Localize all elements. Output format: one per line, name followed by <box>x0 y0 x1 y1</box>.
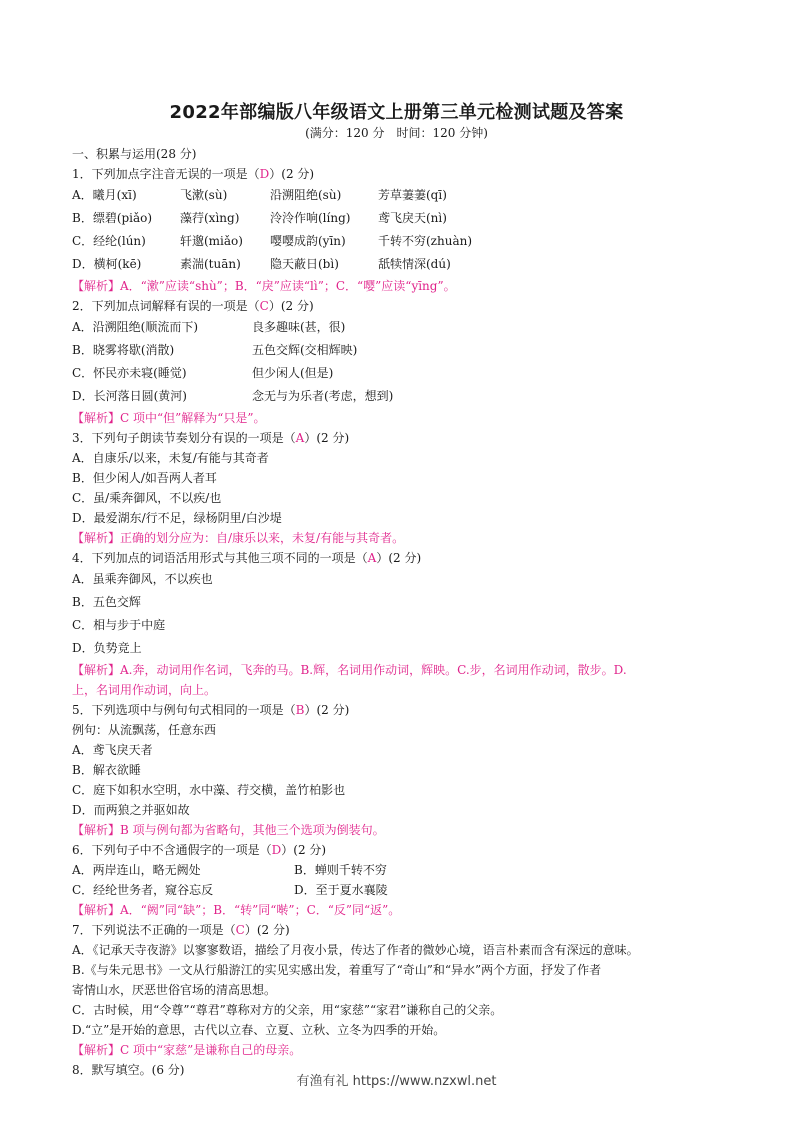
option-cell: D．长河落日圆(黄河) <box>72 389 187 403</box>
question-2-analysis: 【解析】C 项中“但”解释为“只是”。 <box>72 411 266 425</box>
question-5-stem <box>72 700 732 720</box>
question-3-option: C．虽/乘奔御风，不以疾/也 <box>72 491 222 505</box>
option-cell: B．晓雾将歇(消散) <box>72 343 175 357</box>
question-6-row <box>72 880 732 900</box>
question-1-stem <box>72 164 732 184</box>
stem-text: 1．下列加点字注音无误的一项是（ <box>72 167 260 181</box>
answer-letter: D <box>271 843 282 857</box>
stem-text: 7．下列说法不正确的一项是（ <box>72 923 236 937</box>
question-1-analysis: 【解析】A．“漱”应读“shù”；B．“戾”应读“lì”；C．“嘤”应读“yīng”。 <box>72 279 456 293</box>
option-cell: 轩邈(miǎo) <box>180 234 243 248</box>
option-cell: 五色交辉(交相辉映) <box>252 343 358 357</box>
points-text: ）(2 分) <box>244 923 290 937</box>
question-4-analysis: 【解析】A.奔，动词用作名词，飞奔的马。B.辉，名词用作动词，辉映。C.步，名词用作动词，散步。D. <box>72 663 627 677</box>
stem-text: 2．下列加点词解释有误的一项是（ <box>72 299 260 313</box>
option-cell: D．横柯(kē) <box>72 257 142 271</box>
option-cell: A．两岸连山，略无阙处 <box>72 863 201 877</box>
option-cell: 藻荇(xìng) <box>180 211 240 225</box>
answer-letter: A <box>367 551 377 565</box>
option-cell: 但少闲人(但是) <box>252 366 334 380</box>
option-cell: A．曦月(xī) <box>72 188 137 202</box>
question-7-stem <box>72 920 732 940</box>
stem-text: 5．下列选项中与例句句式相同的一项是（ <box>72 703 296 717</box>
footer-watermark: 有渔有礼 https://www.nzxwl.net <box>296 1074 497 1089</box>
points-text: ）(2 分) <box>304 703 350 717</box>
option-cell: 素湍(tuān) <box>180 257 241 271</box>
option-cell: 舐犊情深(dú) <box>378 257 451 271</box>
stem-text: 6．下列句子中不含通假字的一项是（ <box>72 843 272 857</box>
page-title: 2022年部编版八年级语文上册第三单元检测试题及答案 <box>169 102 624 123</box>
question-4-option: D．负势竞上 <box>72 641 142 655</box>
question-2-row <box>72 385 732 408</box>
points-text: ）(2 分) <box>376 551 422 565</box>
option-cell: 泠泠作响(líng) <box>270 211 351 225</box>
question-7-line: D.“立”是开始的意思，古代以立春、立夏、立秋、立冬为四季的开始。 <box>72 1023 446 1037</box>
option-cell: C．经纶世务者，窥谷忘反 <box>72 883 214 897</box>
question-6-analysis: 【解析】A．“阙”同“缺”；B．“转”同“啭”；C．“反”同“返”。 <box>72 903 401 917</box>
option-cell: A．沿溯阻绝(顺流而下) <box>72 320 199 334</box>
option-cell: 念无与为乐者(考虑，想到) <box>252 389 394 403</box>
question-5-option: A．鸢飞戾天者 <box>72 743 153 757</box>
option-cell: 隐天蔽日(bì) <box>270 257 339 271</box>
question-1-row <box>72 184 732 207</box>
option-cell: B．蝉则千转不穷 <box>294 863 387 877</box>
exam-content <box>72 144 732 1080</box>
question-7-line: 寄情山水，厌恶世俗官场的清高思想。 <box>72 983 277 997</box>
question-1-row <box>72 230 732 253</box>
answer-letter: D <box>259 167 270 181</box>
question-2-row <box>72 339 732 362</box>
question-8-stem: 8．默写填空。(6 分) <box>72 1063 185 1077</box>
question-2-stem <box>72 296 732 316</box>
option-cell: 嘤嘤成韵(yīn) <box>270 234 346 248</box>
option-cell: 千转不穷(zhuàn) <box>378 234 473 248</box>
question-5-example: 例句：从流飘荡，任意东西 <box>72 723 217 737</box>
points-text: ）(2 分) <box>281 843 327 857</box>
option-cell: 芳草萋萋(qī) <box>378 188 447 202</box>
question-4-option: C．相与步于中庭 <box>72 618 166 632</box>
question-4-option: A．虽乘奔御风，不以疾也 <box>72 572 213 586</box>
question-7-line: A．《记承天寺夜游》以寥寥数语，描绘了月夜小景，传达了作者的微妙心境，语言朴素而含有深远的意味。 <box>72 943 639 957</box>
question-2-row <box>72 316 732 339</box>
question-7-analysis: 【解析】C 项中“家慈”是谦称自己的母亲。 <box>72 1043 302 1057</box>
option-cell: C．怀民亦未寝(睡觉) <box>72 366 187 380</box>
answer-letter: C <box>235 923 245 937</box>
question-6-row <box>72 860 732 880</box>
question-4-analysis-cont: 上，名词用作动词，向上。 <box>72 683 217 697</box>
points-text: ）(2 分) <box>304 431 350 445</box>
question-3-option: D．最爱湖东/行不足，绿杨阴里/白沙堤 <box>72 511 282 525</box>
option-cell: D．至于夏水襄陵 <box>294 883 388 897</box>
stem-text: 3．下列句子朗读节奏划分有误的一项是（ <box>72 431 296 445</box>
points-text: ）(2 分) <box>268 299 314 313</box>
question-5-option: B．解衣欲睡 <box>72 763 141 777</box>
question-5-option: D．而两狼之并驱如故 <box>72 803 190 817</box>
option-cell: 良多趣味(甚，很) <box>252 320 346 334</box>
question-1-row <box>72 253 732 276</box>
question-7-line: C．古时候，用“令尊”“尊君”尊称对方的父亲，用“家慈”“家君”谦称自己的父亲。 <box>72 1003 503 1017</box>
answer-letter: C <box>259 299 269 313</box>
stem-text: 4．下列加点的词语活用形式与其他三项不同的一项是（ <box>72 551 368 565</box>
question-4-option: B．五色交辉 <box>72 595 141 609</box>
answer-letter: B <box>295 703 305 717</box>
question-3-stem <box>72 428 732 448</box>
question-5-option: C．庭下如积水空明，水中藻、荇交横，盖竹柏影也 <box>72 783 346 797</box>
question-3-analysis: 【解析】正确的划分应为：自/康乐以来，未复/有能与其奇者。 <box>72 531 405 545</box>
exam-info: (满分：120 分 时间：120 分钟) <box>305 126 488 140</box>
option-cell: C．经纶(lún) <box>72 234 146 248</box>
option-cell: 沿溯阻绝(sù) <box>270 188 342 202</box>
question-5-analysis: 【解析】B 项与例句都为省略句，其他三个选项为倒装句。 <box>72 823 385 837</box>
question-1-row <box>72 207 732 230</box>
option-cell: 飞漱(sù) <box>180 188 228 202</box>
option-cell: 鸢飞戾天(nì) <box>378 211 447 225</box>
question-7-line: B.《与朱元思书》一文从行船游江的实见实感出发，着重写了“奇山”和“异水”两个方面，抒发了作者 <box>72 963 602 977</box>
section-heading: 一、积累与运用(28 分) <box>72 147 197 161</box>
question-4-stem <box>72 548 732 568</box>
option-cell: B．缥碧(piǎo) <box>72 211 153 225</box>
question-3-option: A．自康乐/以来，未复/有能与其奇者 <box>72 451 269 465</box>
question-3-option: B．但少闲人/如吾两人者耳 <box>72 471 217 485</box>
question-6-stem <box>72 840 732 860</box>
question-2-row <box>72 362 732 385</box>
points-text: ）(2 分) <box>269 167 315 181</box>
answer-letter: A <box>295 431 305 445</box>
